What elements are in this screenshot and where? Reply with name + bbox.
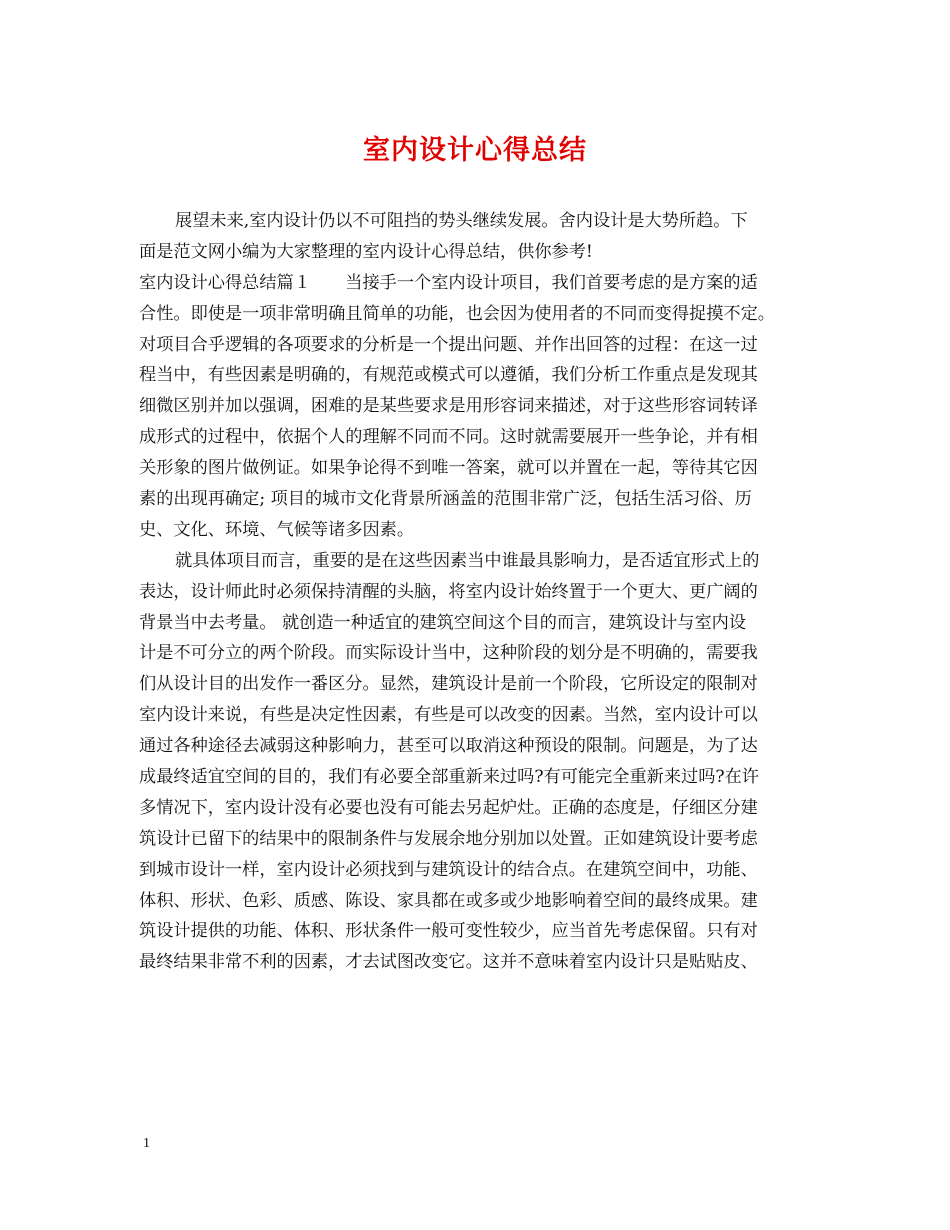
text-line: 通过各种途径去减弱这种影响力，甚至可以取消这种预设的限制。问题是，为了达 <box>139 736 758 757</box>
text-line: 程当中，有些因素是明确的，有规范或模式可以遵循，我们分析工作重点是发现其 <box>139 365 758 386</box>
text-line: 关形象的图片做例证。如果争论得不到唯一答案，就可以并置在一起，等待其它因 <box>139 458 758 479</box>
text-line: 成形式的过程中，依据个人的理解不同而不同。这时就需要展开一些争论，并有相 <box>139 427 758 448</box>
text-line: 到城市设计一样，室内设计必须找到与建筑设计的结合点。在建筑空间中，功能、 <box>139 859 758 880</box>
text-line: 史、文化、环境、气候等诸多因素。 <box>139 519 415 540</box>
document-body <box>139 206 817 978</box>
text-line: 表达，设计师此时必须保持清醒的头脑，将室内设计始终置于一个更大、更广阔的 <box>139 581 758 602</box>
text-line: 筑设计已留下的结果中的限制条件与发展余地分别加以处置。正如建筑设计要考虑 <box>139 828 758 849</box>
text-line: 最终结果非常不利的因素，才去试图改变它。这并不意味着室内设计只是贴贴皮、 <box>139 952 758 973</box>
text-line: 面是范文网小编为大家整理的室内设计心得总结，供你参考! <box>139 241 593 262</box>
text-line: 体积、形状、色彩、质感、陈设、家具都在或多或少地影响着空间的最终成果。建 <box>139 890 758 911</box>
page-number: 1 <box>143 1136 150 1151</box>
text-line: 素的出现再确定; 项目的城市文化背景所涵盖的范围非常广泛，包括生活习俗、历 <box>139 489 752 510</box>
text-line: 合性。即使是一项非常明确且简单的功能，也会因为使用者的不同而变得捉摸不定。 <box>139 303 775 324</box>
text-line: 筑设计提供的功能、体积、形状条件一般可变性较少，应当首先考虑保留。只有对 <box>139 921 758 942</box>
text-line: 多情况下，室内设计没有必要也没有可能去另起炉灶。正确的态度是，仔细区分建 <box>139 797 758 818</box>
text-line: 计是不可分立的两个阶段。而实际设计当中，这种阶段的划分是不明确的，需要我 <box>139 643 758 664</box>
text-line: 们从设计目的出发作一番区分。显然，建筑设计是前一个阶段，它所设定的限制对 <box>139 674 758 695</box>
text-line: 成最终适宜空间的目的，我们有必要全部重新来过吗?有可能完全重新来过吗?在许 <box>139 767 759 788</box>
text-line: 室内设计心得总结篇１ 当接手一个室内设计项目，我们首要考虑的是方案的适 <box>139 272 758 293</box>
text-line: 就具体项目而言，重要的是在这些因素当中谁最具影响力，是否适宜形式上的 <box>175 550 760 571</box>
text-line: 展望未来,室内设计仍以不可阻挡的势头继续发展。舍内设计是大势所趋。下 <box>175 211 748 231</box>
document-title: 室内设计心得总结 <box>363 135 587 166</box>
text-line: 室内设计来说，有些是决定性因素，有些是可以改变的因素。当然，室内设计可以 <box>139 705 758 726</box>
text-line: 背景当中去考量。 就创造一种适宜的建筑空间这个目的而言，建筑设计与室内设 <box>139 612 747 633</box>
text-line: 对项目合乎逻辑的各项要求的分析是一个提出问题、并作出回答的过程：在这一过 <box>139 334 758 355</box>
text-line: 细微区别并加以强调，困难的是某些要求是用形容词来描述，对于这些形容词转译 <box>139 396 758 417</box>
